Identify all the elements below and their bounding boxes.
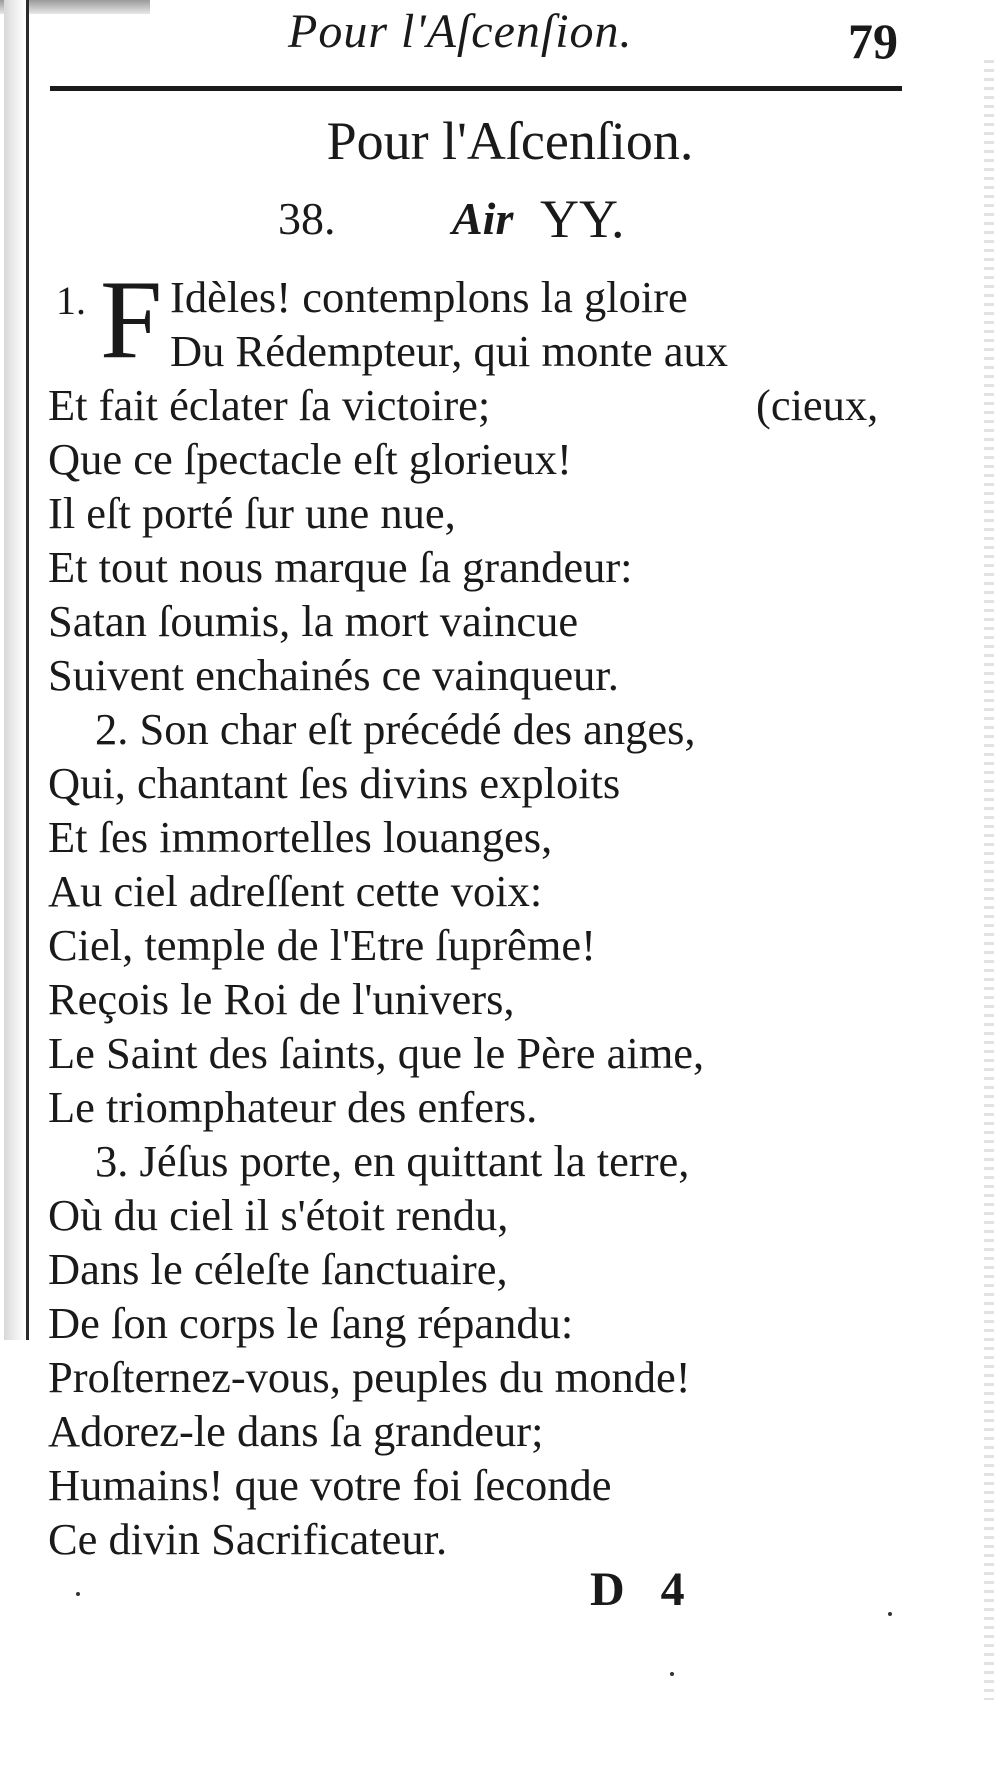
hymn-title: Pour l'Aſcenſion. [326,111,694,171]
hymn-number: 38. [278,193,336,244]
air-label: Air [452,193,514,244]
verse-line: Idèles! contemplons la gloire [170,272,688,322]
verse-line: Et fait éclater ſa victoire; [48,380,491,430]
verse-line: 2. Son char eſt précédé des anges, [95,704,696,754]
verse-line-continuation: (cieux, [756,380,879,430]
verse-line: Qui, chantant ſes divins exploits [48,758,621,808]
running-head [0,4,1000,74]
verse-line: Où du ciel il s'étoit rendu, [48,1190,509,1240]
verse-line: Il eſt porté ſur une nue, [48,488,456,538]
verse-line: Et tout nous marque ſa grandeur: [48,542,633,592]
verse-line: Du Rédempteur, qui monte aux [170,326,729,376]
verse-line: 3. Jéſus porte, en quittant la terre, [95,1136,690,1186]
verse-line: Au ciel adreſſent cette voix: [48,866,543,916]
verse-line: Humains! que votre foi ſeconde [48,1460,612,1510]
header-rule [50,86,902,91]
ink-speck [76,1592,80,1596]
verse-line: Ciel, temple de l'Etre ſuprême! [48,920,596,970]
signature-mark: D 4 [590,1563,697,1616]
stanza-number: 1. [56,278,86,323]
verse-line: Que ce ſpectacle eſt glorieux! [48,434,572,484]
air-letter: YY. [540,189,625,249]
verse-line: Dans le céleſte ſanctuaire, [48,1244,508,1294]
page-edge [984,60,994,1700]
ink-speck [888,1612,892,1616]
verse-line: Reçois le Roi de l'univers, [48,974,515,1024]
verse-line: Et ſes immortelles louanges, [48,812,553,862]
verse-line: Ce divin Sacrificateur. [48,1514,448,1564]
verse-line: Satan ſoumis, la mort vaincue [48,596,579,646]
running-title: Pour l'Aſcenſion. [288,5,633,58]
air-indication [0,189,1000,252]
drop-cap: F [100,258,163,382]
verse-line: Le triomphateur des enfers. [48,1082,538,1132]
verse-line: Le Saint des ſaints, que le Père aime, [48,1028,705,1078]
verse-line: Adorez-le dans ſa grandeur; [48,1406,544,1456]
ink-speck [670,1672,674,1676]
verse-line: Suivent enchainés ce vainqueur. [48,650,619,700]
verse-line: Proſternez-vous, peuples du monde! [48,1352,691,1402]
verse-line: De ſon corps le ſang répandu: [48,1298,574,1348]
page-number: 79 [848,13,898,69]
